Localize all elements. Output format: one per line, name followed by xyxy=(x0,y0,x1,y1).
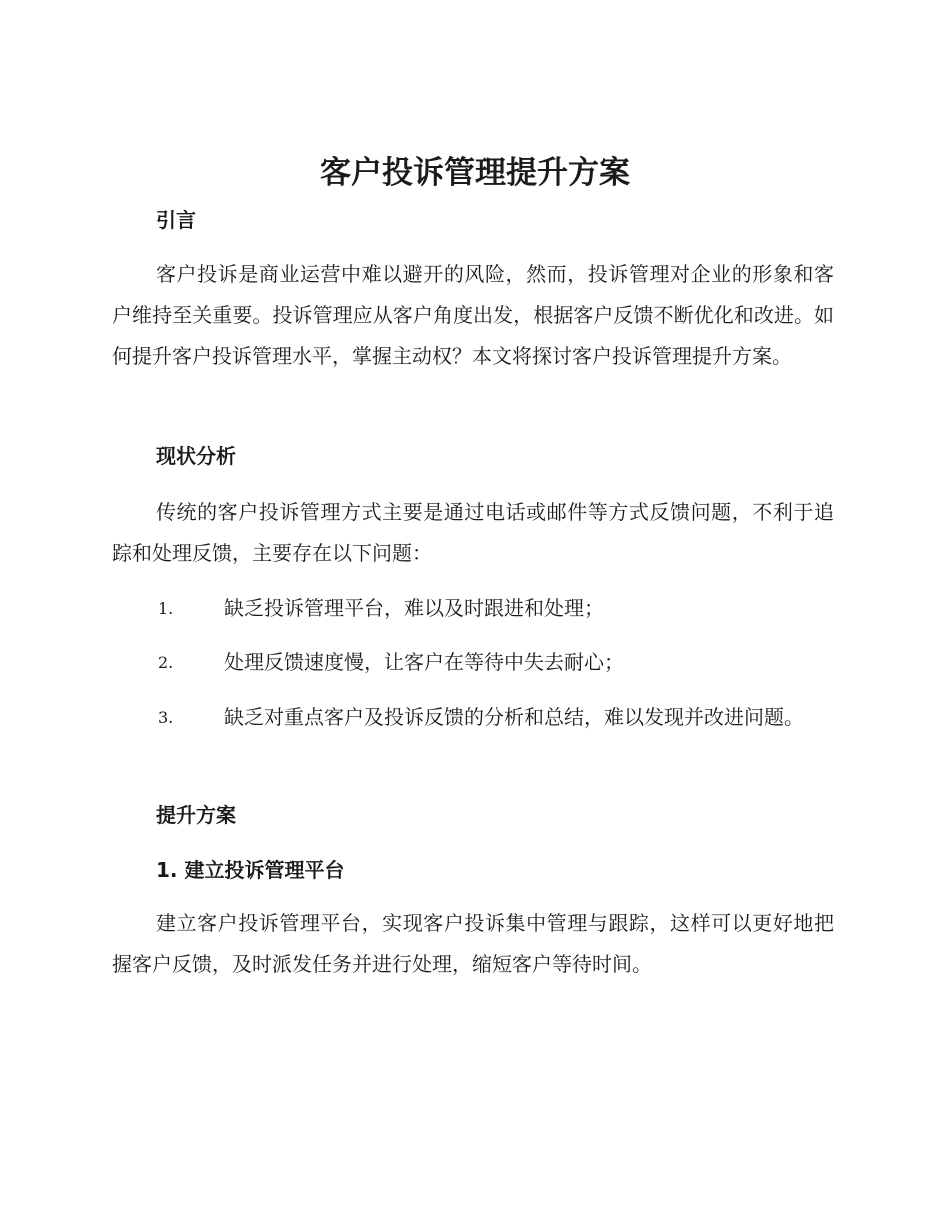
list-item xyxy=(112,587,834,630)
list-item xyxy=(112,641,834,684)
list-item-text: 处理反馈速度慢，让客户在等待中失去耐心； xyxy=(224,650,624,674)
list-item-text: 缺乏对重点客户及投诉反馈的分析和总结，难以发现并改进问题。 xyxy=(224,705,804,729)
list-item-number: 2. xyxy=(158,653,174,672)
list-item-text: 缺乏投诉管理平台，难以及时跟进和处理； xyxy=(224,596,604,620)
section-heading-plan: 提升方案 xyxy=(156,803,236,827)
document-title: 客户投诉管理提升方案 xyxy=(320,155,630,191)
list-item xyxy=(112,696,834,739)
subsection-heading: 1. 建立投诉管理平台 xyxy=(156,858,345,882)
list-item-number: 3. xyxy=(158,708,174,727)
section-heading-status: 现状分析 xyxy=(156,444,236,468)
list-item-number: 1. xyxy=(158,599,174,618)
plan-paragraph: 建立客户投诉管理平台，实现客户投诉集中管理与跟踪，这样可以更好地把握客户反馈，及时派发任务并进行处理，缩短客户等待时间。 xyxy=(112,911,834,976)
status-paragraph: 传统的客户投诉管理方式主要是通过电话或邮件等方式反馈问题，不利于追踪和处理反馈，主要存在以下问题： xyxy=(112,500,834,565)
intro-paragraph: 客户投诉是商业运营中难以避开的风险，然而，投诉管理对企业的形象和客户维持至关重要。投诉管理应从客户角度出发，根据客户反馈不断优化和改进。如何提升客户投诉管理水平，掌握主动权？本文将探讨客户投诉管理提升方案。 xyxy=(112,262,834,368)
section-heading-intro: 引言 xyxy=(156,208,196,232)
